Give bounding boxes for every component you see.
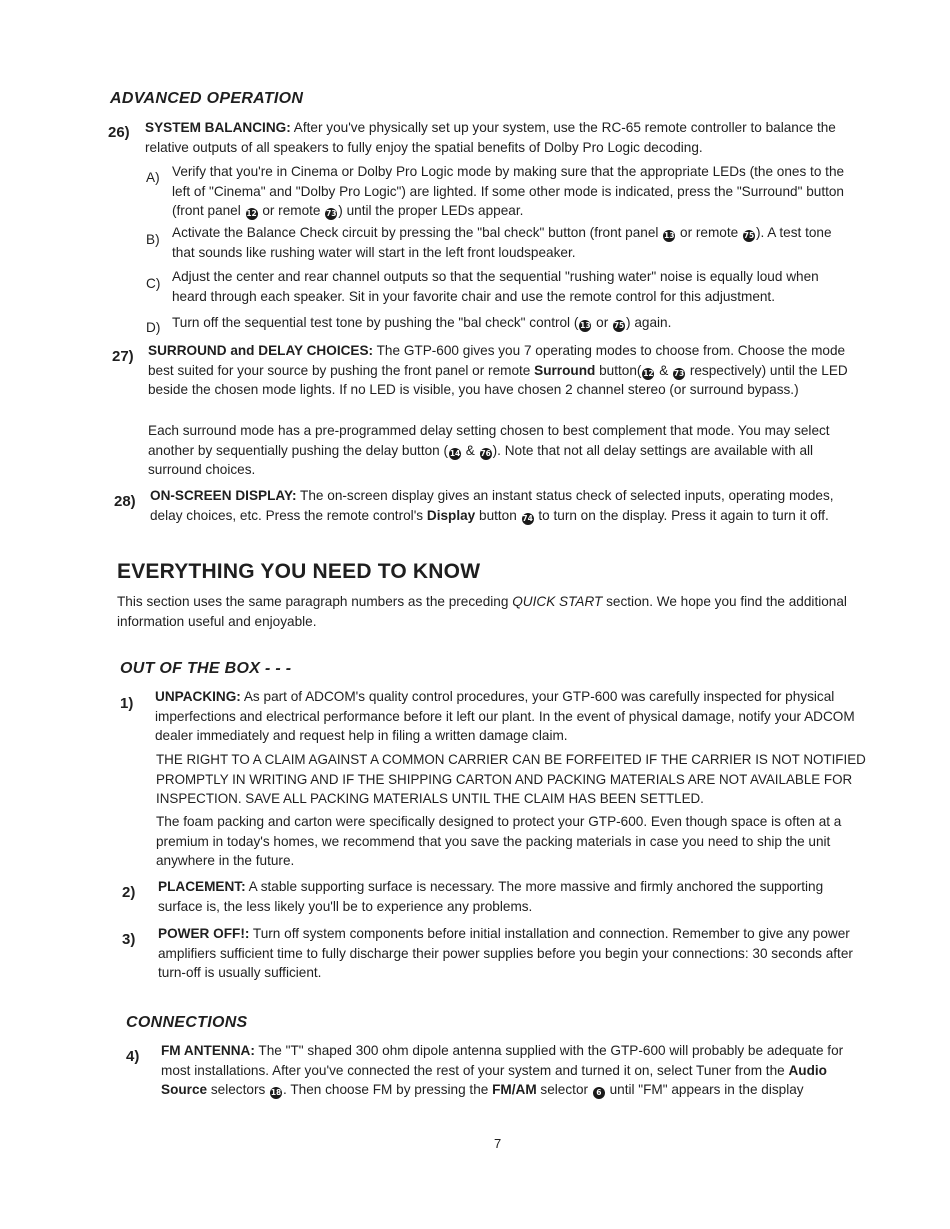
item-1-warning: THE RIGHT TO A CLAIM AGAINST A COMMON CARRIER CAN BE FORFEITED IF THE CARRIER IS NOT NOTIFIED PROMPTLY IN WRITING AND IF THE SHIPPING CARTON AND PACKING MATERIALS ARE NOT AVAILABLE FOR INSPECTION. SAVE ALL PACKING MATERIALS UNTIL THE CLAIM HAS BEEN SETTLED.	[156, 752, 866, 806]
item-26-text: After you've physically set up your system, use the RC-65 remote controller to balance the relative outputs of all speakers to fully enjoy the spatial benefits of Dolby Pro Logic decoding.	[145, 120, 836, 155]
item-27-pre: The GTP-600 gives you 7 operating modes to choose from. Choose the mode best suited for your source by pushing the front panel or remote	[148, 343, 846, 378]
item-26-label: SYSTEM BALANCING:	[145, 120, 291, 135]
subitem-b-letter: B)	[146, 232, 160, 247]
subitem-a-pre: Verify that you're in Cinema or Dolby Pro Logic mode by making sure that the appropriate LEDs (the ones to the left of "Cinema" and "Dolby Pro Logic") are lighted. If some other mode is indicated, press the "Surround" button (front panel	[172, 164, 845, 218]
subitem-a-post: ) until the proper LEDs appear.	[338, 203, 524, 218]
fm-am-selector-6-icon: 6	[593, 1087, 605, 1099]
subitem-d-pre: Turn off the sequential test tone by pushing the "bal check" control (	[172, 315, 579, 330]
subitem-b-text	[172, 223, 857, 262]
item-28-mid: button	[475, 507, 521, 523]
item-2-label: PLACEMENT:	[158, 879, 246, 894]
connections-heading: CONNECTIONS	[126, 1014, 248, 1031]
subitem-c-letter: C)	[146, 276, 161, 291]
item-number-27: 27)	[112, 348, 134, 365]
everything-intro	[117, 592, 862, 631]
item-26-paragraph	[145, 118, 855, 157]
remote-button-73-icon: 73	[326, 209, 337, 218]
item-4-label: FM ANTENNA:	[161, 1043, 255, 1058]
item-1-label: UNPACKING:	[155, 689, 241, 704]
item-number-26: 26)	[108, 124, 130, 141]
item-27-amp: &	[655, 362, 673, 378]
item-27-post: respectively) until the LED beside the chosen mode lights. If no LED is visible, you have chosen 2 channel stereo (or surround bypass.)	[148, 362, 848, 397]
audio-source-selector-18-icon: 18	[270, 1088, 282, 1097]
item-number-3: 3)	[122, 931, 136, 948]
out-of-the-box-heading: OUT OF THE BOX - - -	[120, 660, 292, 677]
advanced-operation-heading: ADVANCED OPERATION	[110, 90, 304, 107]
remote-button-74-icon: 74	[522, 513, 533, 523]
item-27-label: SURROUND and DELAY CHOICES:	[148, 343, 374, 358]
intro-pre: This section uses the same paragraph numbers as the preceding	[117, 594, 513, 609]
item-27-paragraph	[148, 341, 858, 400]
subitem-a-letter: A)	[146, 170, 160, 185]
item-number-4: 4)	[126, 1048, 140, 1065]
item-2-paragraph	[158, 877, 868, 916]
item-1-text: As part of ADCOM's quality control procedures, your GTP-600 was carefully inspected for physical imperfections and electrical performance before it left our plant. In the event of physical damage, notify your ADCOM dealer immediately and request help in filing a written damage claim.	[155, 689, 855, 743]
front-panel-button-14-icon: 14	[449, 448, 461, 458]
front-panel-button-13-icon: 13	[664, 231, 675, 240]
item-27-mid: button(	[595, 362, 642, 378]
subitem-b-pre: Activate the Balance Check circuit by pressing the "bal check" button (front panel	[172, 225, 663, 240]
everything-heading: EVERYTHING YOU NEED TO KNOW	[117, 560, 481, 583]
remote-button-76-icon: 76	[480, 448, 491, 458]
item-4-mid: selectors	[207, 1082, 270, 1097]
intro-post: section. We hope you find the additional information useful and enjoyable.	[117, 594, 847, 629]
item-4-pre: The "T" shaped 300 ohm dipole antenna supplied with the GTP-600 will probably be adequate for most installations. After you've connected the rest of your system and turned it on, select Tuner from the	[161, 1043, 844, 1078]
item-3-paragraph	[158, 924, 870, 983]
item-number-2: 2)	[122, 884, 136, 901]
front-panel-button-12-icon: 12	[643, 368, 654, 378]
front-panel-button-13-icon: 13	[580, 321, 591, 330]
front-panel-button-12-icon: 12	[246, 209, 257, 218]
subitem-d-mid: or	[592, 315, 613, 330]
item-number-28: 28)	[114, 493, 136, 510]
quick-start-reference: QUICK START	[512, 594, 603, 609]
remote-button-75-icon: 75	[743, 231, 755, 240]
item-3-text: Turn off system components before initial installation and connection. Remember to give any power amplifiers sufficient time to fully discharge their power supplies before you begin your connections: 30 seconds after turn-off is usually sufficient.	[158, 926, 853, 980]
item-28-pre: The on-screen display gives an instant status check of selected inputs, operating modes, delay choices, etc. Press the remote control's	[150, 488, 834, 523]
item-4-mid2: . Then choose FM by pressing the	[283, 1082, 493, 1097]
item-28-paragraph	[150, 486, 860, 525]
fm-am-label: FM/AM	[492, 1082, 537, 1097]
item-28-post: to turn on the display. Press it again to turn it off.	[534, 507, 829, 523]
audio-source-label: Audio Source	[161, 1062, 827, 1097]
display-button-label: Display	[426, 507, 476, 523]
item-27-para2-amp: &	[462, 442, 479, 458]
remote-button-75-icon: 75	[613, 321, 625, 330]
item-number-1: 1)	[120, 695, 134, 712]
item-4-post: until "FM" appears in the display	[605, 1082, 804, 1097]
item-1-paragraph	[155, 687, 865, 746]
page-number: 7	[494, 1136, 502, 1151]
item-27-para2-pre: Each surround mode has a pre-programmed delay setting chosen to best complement that mode. You may select another by sequentially pushing the delay button (	[148, 423, 830, 458]
item-27-paragraph-2	[148, 421, 858, 480]
subitem-c-text: Adjust the center and rear channel outputs so that the sequential "rushing water" noise is equally loud when heard through each speaker. Sit in your favorite chair and use the remote control for this adjustment.	[172, 269, 819, 304]
subitem-a-mid: or remote	[258, 203, 325, 218]
item-4-paragraph	[161, 1041, 871, 1100]
item-2-text: A stable supporting surface is necessary. The more massive and firmly anchored the supporting surface is, the less likely you'll be to experience any problems.	[158, 879, 824, 914]
subitem-d-text	[172, 313, 857, 333]
surround-button-label: Surround	[534, 362, 596, 378]
item-4-mid3: selector	[536, 1082, 592, 1097]
remote-button-73-icon: 73	[673, 368, 685, 378]
subitem-b-mid: or remote	[676, 225, 742, 240]
subitem-a-text	[172, 162, 857, 221]
subitem-d-letter: D)	[146, 320, 161, 335]
item-28-label: ON-SCREEN DISPLAY:	[150, 488, 297, 503]
item-1-paragraph-3: The foam packing and carton were specifically designed to protect your GTP-600. Even though space is often at a premium in today's homes, we recommend that you save the packing materials in case you need to ship the unit anywhere in the future.	[156, 814, 842, 868]
item-27-para2-post: ). Note that not all delay settings are available with all surround choices.	[148, 442, 814, 477]
subitem-d-post: ) again.	[626, 315, 672, 330]
item-3-label: POWER OFF!:	[158, 926, 250, 941]
subitem-b-post: ). A test tone that sounds like rushing water will start in the left front loudspeaker.	[172, 225, 832, 260]
